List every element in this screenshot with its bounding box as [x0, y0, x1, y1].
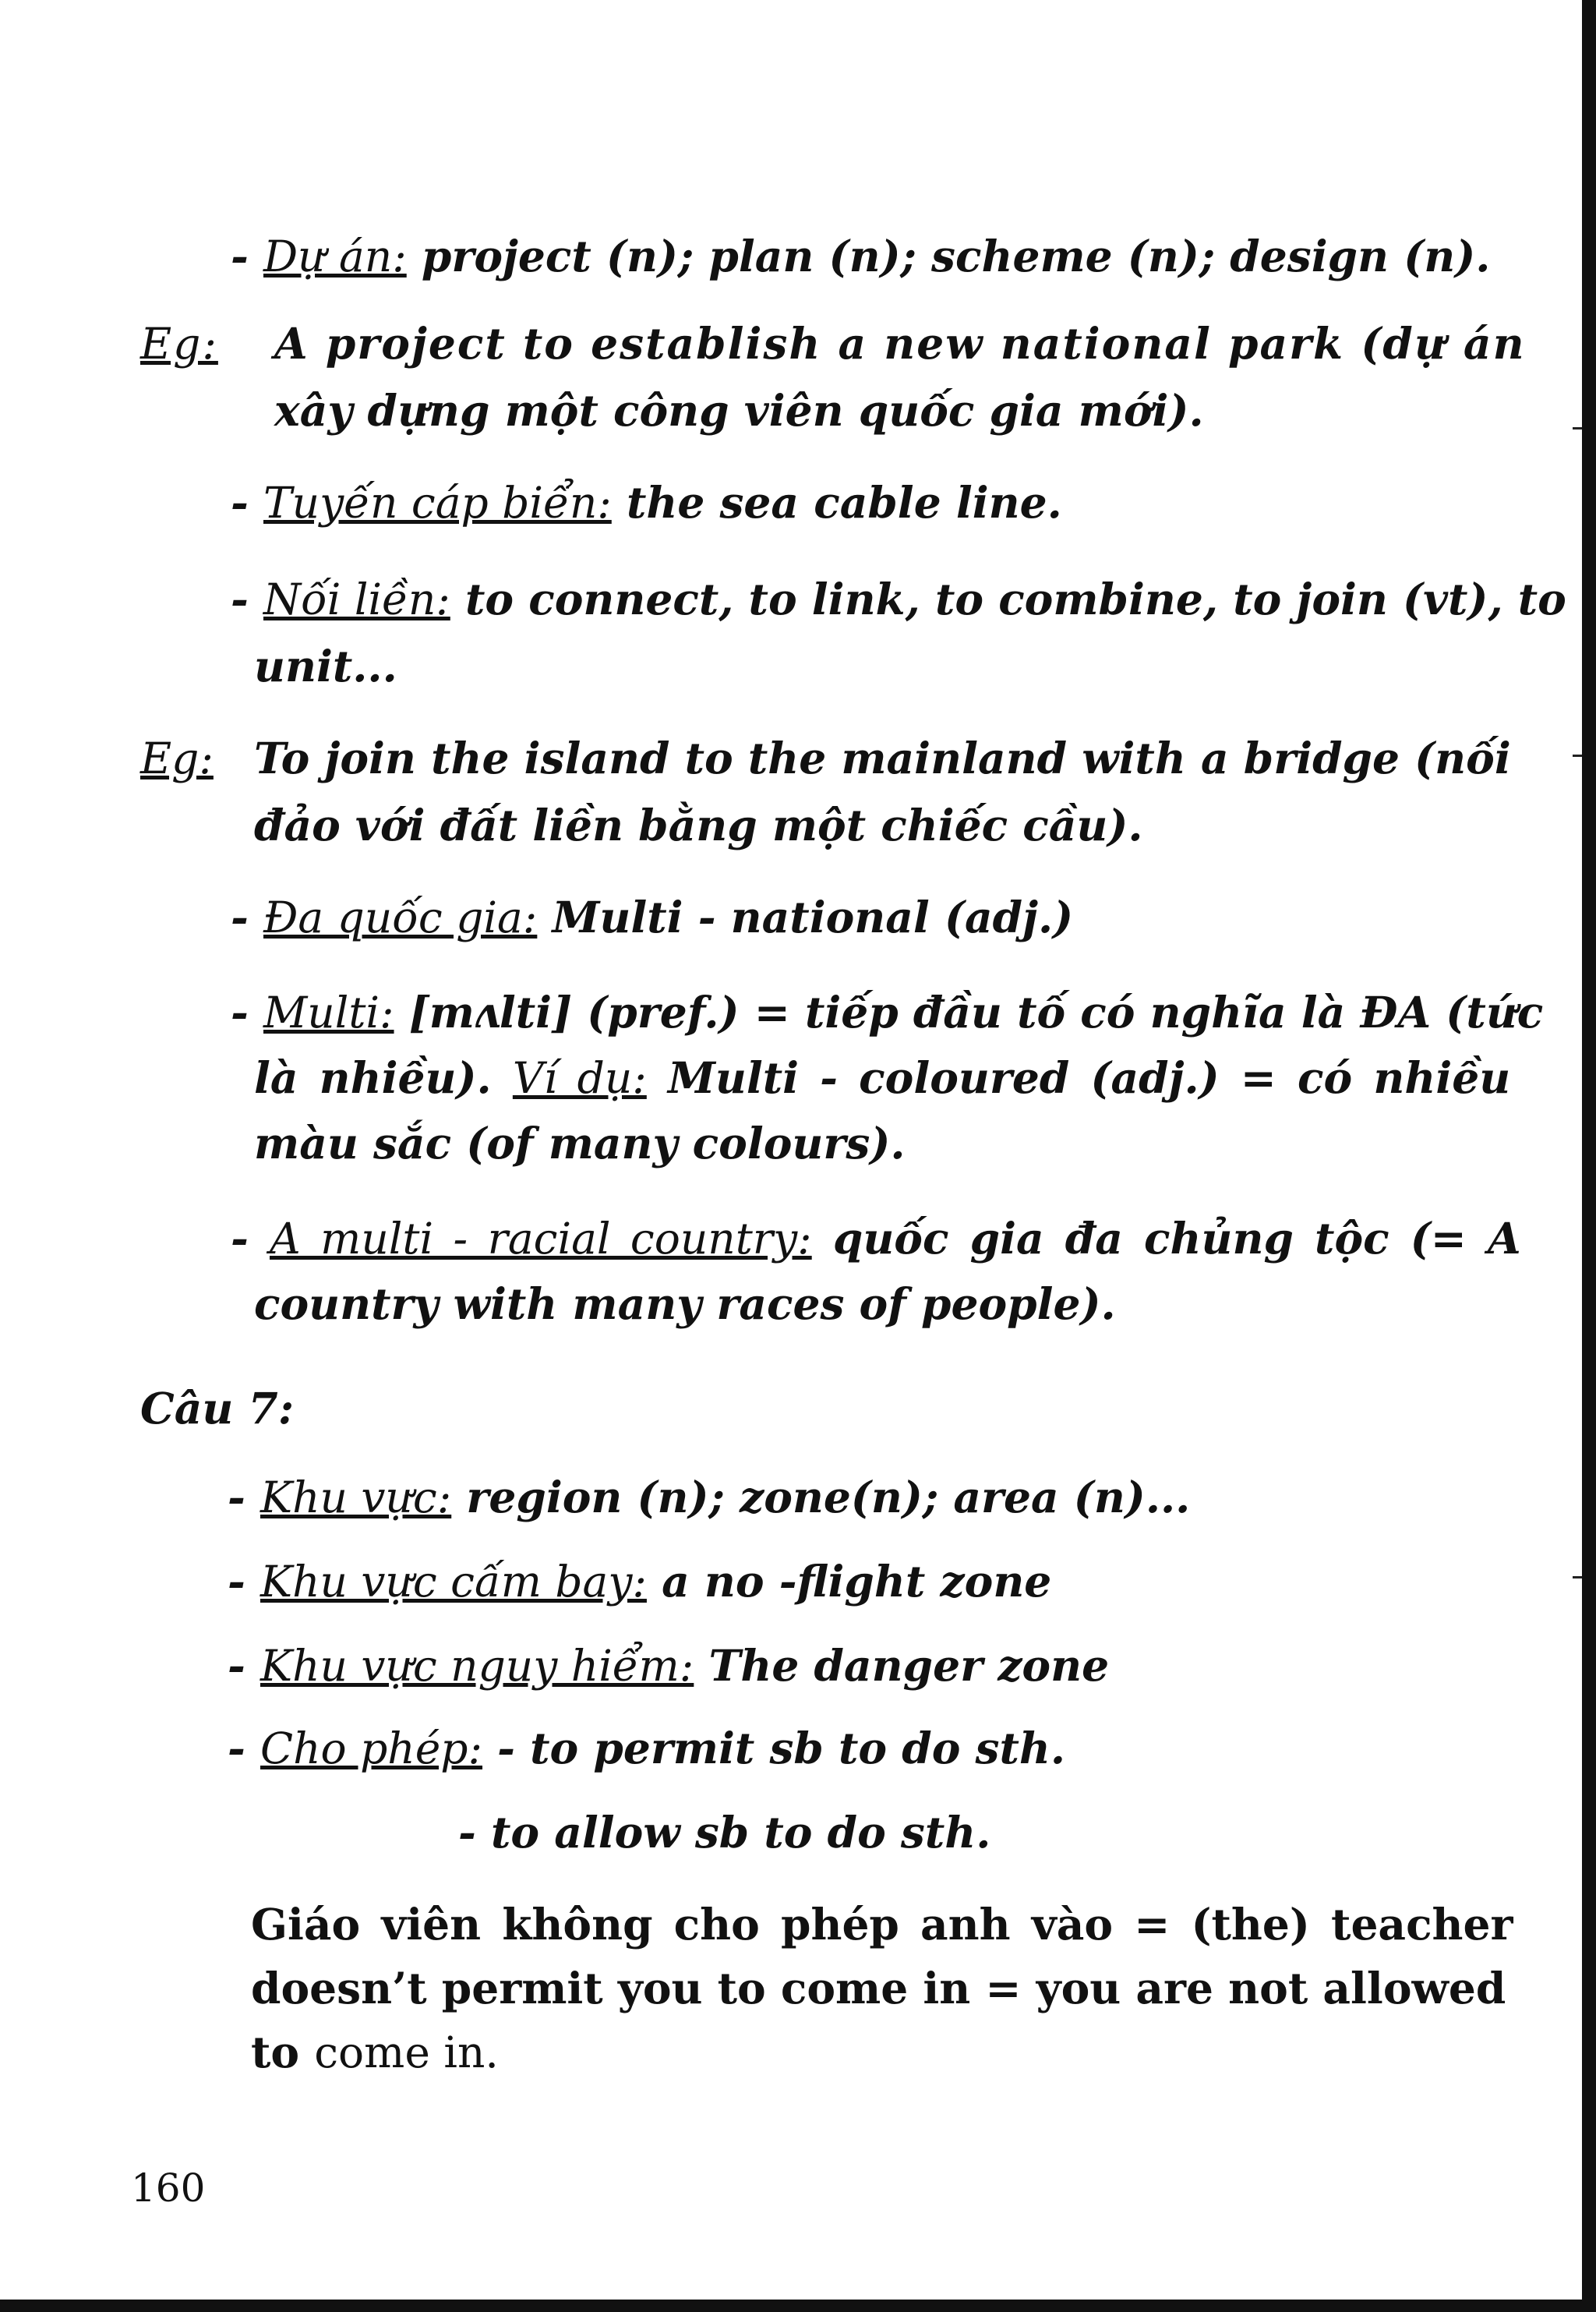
definition-continued: màu sắc (of many colours). [254, 1118, 906, 1168]
term-label: Khu vực cấm bay: [260, 1557, 647, 1607]
paragraph-line: doesn’t permit you to come in = you are not allowed [251, 1963, 1506, 2013]
section-heading: Câu 7: [140, 1383, 295, 1434]
definition: [mʌlti] (pref.) = tiếp đầu tố có nghĩa là ĐA (tức [408, 987, 1544, 1038]
vocab-item-noi-lien: - Nối liền: to connect, to link, to combine, to join (vt), to [231, 574, 1566, 624]
example-line [140, 318, 218, 369]
scan-edge-bottom [0, 2300, 1596, 2312]
example-text: A project to establish a new national park (dự án [274, 318, 1526, 369]
definition-continued: unit... [254, 641, 397, 691]
term-label: Đa quốc gia: [263, 893, 538, 942]
example-line [140, 733, 214, 784]
definition: quốc gia đa chủng tộc (= A [832, 1213, 1521, 1264]
paragraph-text: come in. [314, 2027, 499, 2077]
definition: to connect, to link, to combine, to join (vt), to [464, 574, 1566, 624]
margin-tick [1573, 427, 1582, 430]
margin-tick [1573, 755, 1582, 757]
paragraph-line [251, 2027, 499, 2078]
eg-label: Eg: [140, 319, 218, 369]
example-text: đảo với đất liền bằng một chiếc cầu). [254, 800, 1143, 850]
vocab-item-khu-vuc: - Khu vực: region (n); zone(n); area (n)... [228, 1472, 1191, 1522]
definition-continued [254, 1052, 1510, 1104]
page-number: 160 [131, 2165, 206, 2211]
vocab-item-multi: - Multi: [mʌlti] (pref.) = tiếp đầu tố có nghĩa là ĐA (tức [231, 987, 1544, 1038]
vocab-item-du-an: - Dự án: project (n); plan (n); scheme (n); design (n). [231, 231, 1491, 281]
eg-label: Eg: [140, 734, 214, 783]
term-label: Nối liền: [263, 574, 450, 624]
term-label: A multi - racial country: [269, 1214, 812, 1264]
term-label: Cho phép: [260, 1723, 483, 1773]
definition: Multi - national (adj.) [552, 892, 1074, 942]
definition: Multi - coloured (adj.) = có nhiều [667, 1052, 1511, 1103]
definition: region (n); zone(n); area (n)... [466, 1472, 1191, 1522]
example-text: To join the island to the mainland with a bridge (nối [254, 733, 1511, 783]
vocab-item-khu-vuc-nguy-hiem: - Khu vực nguy hiểm: The danger zone [228, 1640, 1110, 1691]
term-label: Dự án: [263, 232, 407, 281]
example-text: xây dựng một công viên quốc gia mới). [274, 385, 1204, 436]
margin-tick [1573, 1576, 1582, 1578]
definition: project (n); plan (n); scheme (n); design (n). [421, 231, 1491, 281]
vi-du-label: Ví dụ: [512, 1053, 647, 1103]
paragraph-line: Giáo viên không cho phép anh vào = (the) teacher [251, 1899, 1513, 1950]
definition-continued: country with many races of people). [254, 1278, 1116, 1329]
definition: - to permit sb to do sth. [497, 1723, 1066, 1773]
term-label: Multi: [263, 988, 394, 1038]
vocab-item-tuyen-cap-bien: - Tuyến cáp biển: the sea cable line. [231, 477, 1062, 528]
term-label: Khu vực nguy hiểm: [260, 1641, 694, 1691]
paragraph-word: to [251, 2027, 300, 2077]
definition: a no -flight zone [662, 1556, 1052, 1607]
definition: the sea cable line. [626, 477, 1062, 528]
vocab-item-da-quoc-gia: - Đa quốc gia: Multi - national (adj.) [231, 892, 1074, 942]
vocab-item-multi-racial: - A multi - racial country: quốc gia đa chủng tộc (= A [231, 1213, 1521, 1264]
vocab-item-cho-phep: - Cho phép: - to permit sb to do sth. [228, 1723, 1066, 1773]
term-label: Khu vực: [260, 1472, 452, 1522]
term-label: Tuyến cáp biển: [263, 478, 612, 528]
definition: là nhiều). [254, 1052, 492, 1103]
scan-edge-right [1582, 0, 1596, 2312]
definition-continued: - to allow sb to do sth. [458, 1807, 991, 1858]
definition: The danger zone [708, 1640, 1110, 1691]
vocab-item-khu-vuc-cam-bay: - Khu vực cấm bay: a no -flight zone [228, 1556, 1052, 1607]
